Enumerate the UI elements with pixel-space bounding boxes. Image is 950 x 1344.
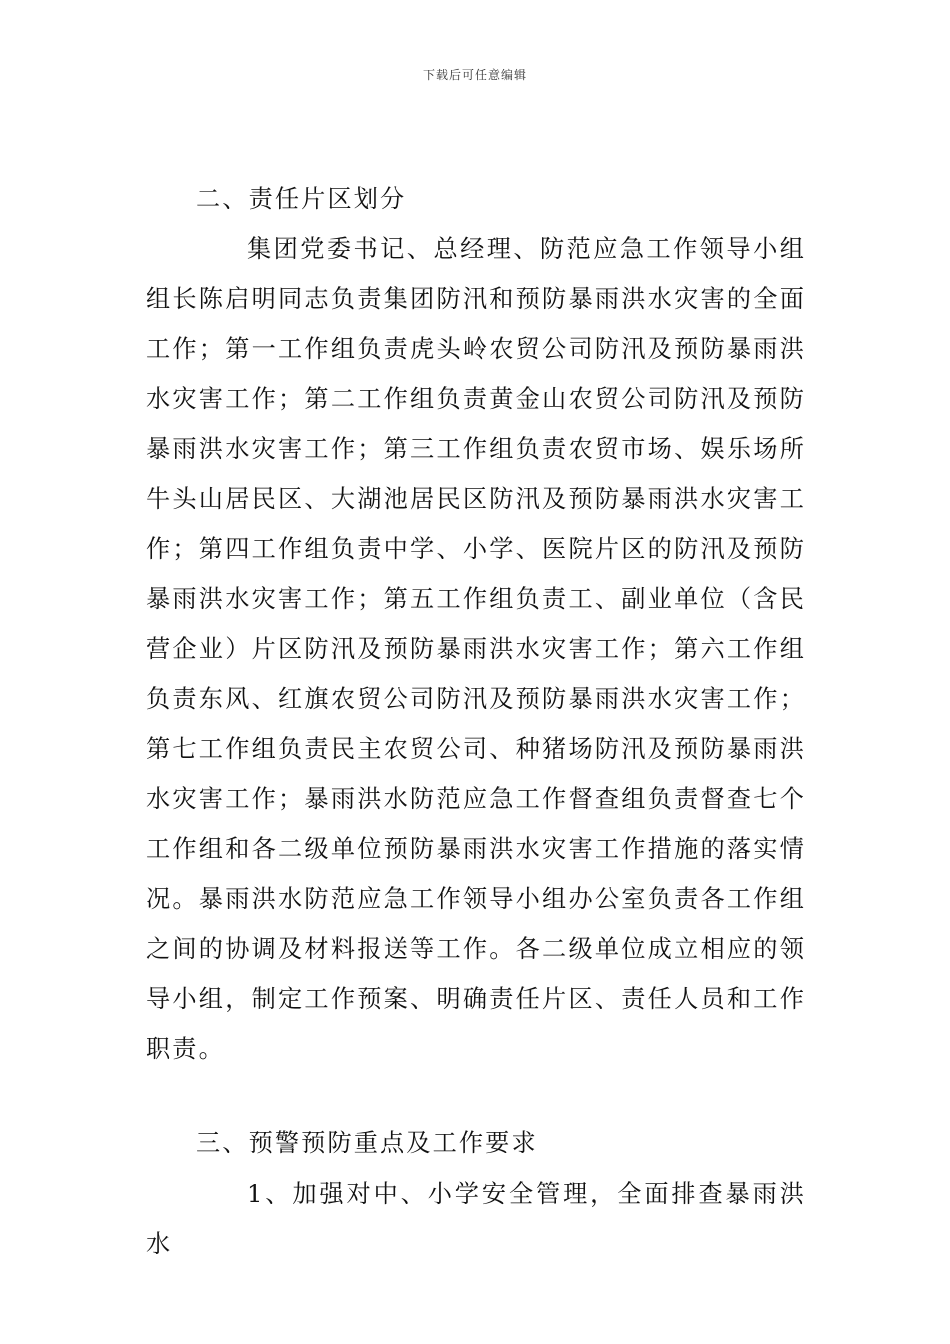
section-3-heading: 三、预警预防重点及工作要求	[196, 1129, 538, 1157]
section-2-heading: 二、责任片区划分	[196, 185, 407, 213]
page-header: 下载后可任意编辑	[422, 68, 527, 82]
section-3-item-1: 1、加强对中、小学安全管理，全面排查暴雨洪水	[146, 1180, 806, 1258]
section-2-paragraph: 集团党委书记、总经理、防范应急工作领导小组组长陈启明同志负责集团防汛和预防暴雨洪水灾害的全面工作；第一工作组负责虎头岭农贸公司防汛及预防暴雨洪水灾害工作；第二工作组负责黄金山农贸公司防汛及预防暴雨洪水灾害工作；第三工作组负责农贸市场、娱乐场所牛头山居民区、大湖池居民区防汛及预防暴雨洪水灾害工作；第四工作组负责中学、小学、医院片区的防汛及预防暴雨洪水灾害工作；第五工作组负责工、副业单位（含民营企业）片区防汛及预防暴雨洪水灾害工作；第六工作组负责东风、红旗农贸公司防汛及预防暴雨洪水灾害工作；第七工作组负责民主农贸公司、种猪场防汛及预防暴雨洪水灾害工作；暴雨洪水防范应急工作督查组负责督查七个工作组和各二级单位预防暴雨洪水灾害工作措施的落实情况。暴雨洪水防范应急工作领导小组办公室负责各工作组之间的协调及材料报送等工作。各二级单位成立相应的领导小组，制定工作预案、明确责任片区、责任人员和工作职责。	[146, 235, 806, 1063]
